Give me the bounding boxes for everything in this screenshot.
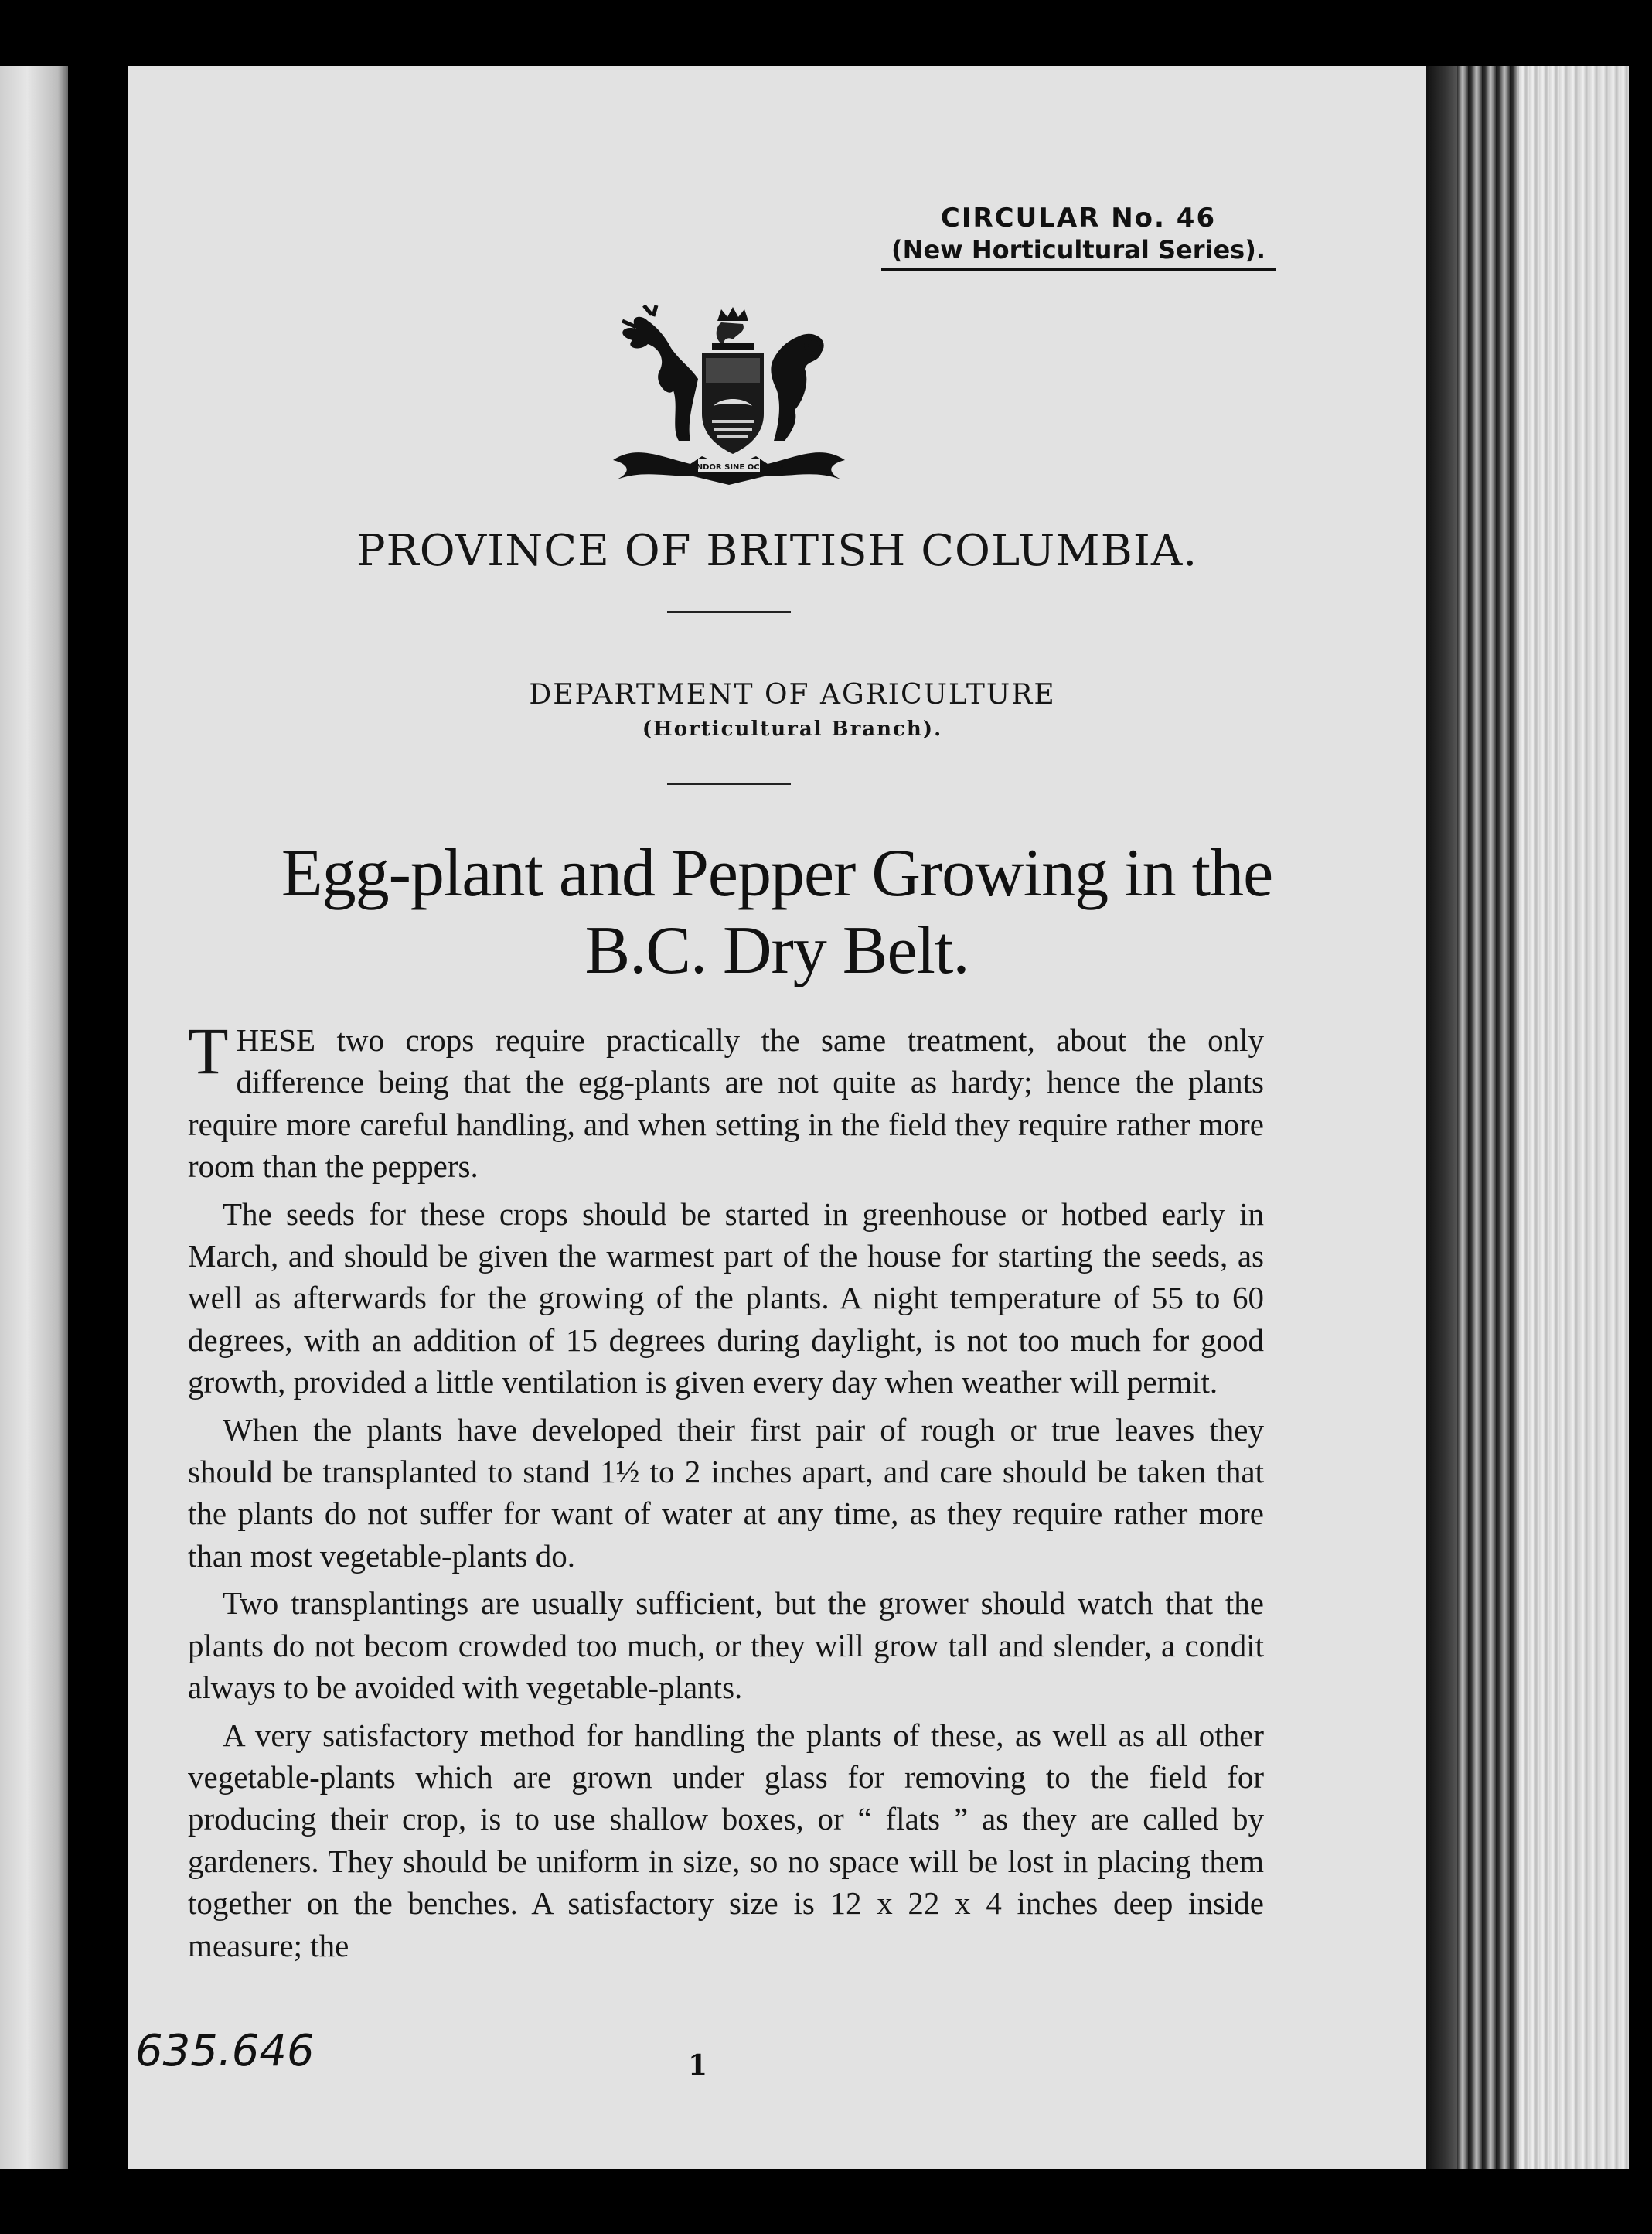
paragraph: When the plants have developed their first pair of rough or true leaves they should be transplanted to stand 1½ to 2 inches apart, and care should be taken that the plants do not suffer for want of water at any time, as they require rather more than most vegetable-plants do.	[188, 1411, 1264, 1574]
paragraph: Two transplantings are usually sufficient, but the grower should watch that the plants do not becom crowded too much, or they will grow tall and slender, a condit always to be avoided with vegetable-plants.	[188, 1585, 1264, 1706]
paragraph: A very satisfactory method for handling the plants of these, as well as all other vegetable-plants which are grown under glass for removing to the field for producing their crop, is to use shallow boxes, or “ flats ” as they are called by gardeners. They should be uniform in size, so no space will be lost in placing them together on the benches. A satisfactory size is 12 x 22 x 4 inches deep inside measure; the	[188, 1717, 1264, 1963]
circular-header	[881, 203, 1276, 271]
department-heading: DEPARTMENT OF AGRICULTURE	[529, 679, 1056, 711]
title-line-1: Egg-plant and Pepper Growing in the	[281, 836, 1273, 911]
divider-rule	[667, 783, 791, 785]
coat-of-arms-icon	[605, 305, 853, 487]
series-label: (New Horticultural Series).	[891, 235, 1265, 264]
drop-cap: T	[188, 1014, 229, 1088]
header-rule	[881, 268, 1276, 271]
circular-number: CIRCULAR No. 46	[940, 203, 1217, 234]
page-number: 1	[688, 2049, 708, 2082]
article-body	[188, 1014, 1264, 1972]
paragraph: The seeds for these crops should be started in greenhouse or hotbed early in March, and should be given the warmest part of the house for starting the seeds, as well as afterwards for the growing of the plants. A night temperature of 55 to 60 degrees, with an addition of 15 degrees during daylight, is not too much for good growth, provided a little ventilation is given every day when weather will permit.	[188, 1195, 1264, 1400]
divider-rule	[667, 611, 791, 613]
title-line-2: B.C. Dry Belt.	[584, 913, 969, 988]
paragraph	[188, 1014, 1264, 1188]
province-heading: PROVINCE OF BRITISH COLUMBIA.	[356, 526, 1198, 576]
left-page-edge	[0, 66, 68, 2169]
motto-text: SPLENDOR SINE OCCASU	[675, 463, 783, 472]
gutter-shadow	[1426, 66, 1457, 2169]
branch-subheading: (Horticultural Branch).	[642, 718, 943, 741]
handwritten-call-number: 635.646	[135, 2026, 315, 2076]
article-title	[128, 835, 1426, 990]
paragraph-text: HESE two crops require practically the same treatment, about the only difference being that the egg-plants are not quite as hardy; hence the plants require more careful handling, and when setting in the field they require rather more room than the peppers.	[188, 1022, 1264, 1185]
